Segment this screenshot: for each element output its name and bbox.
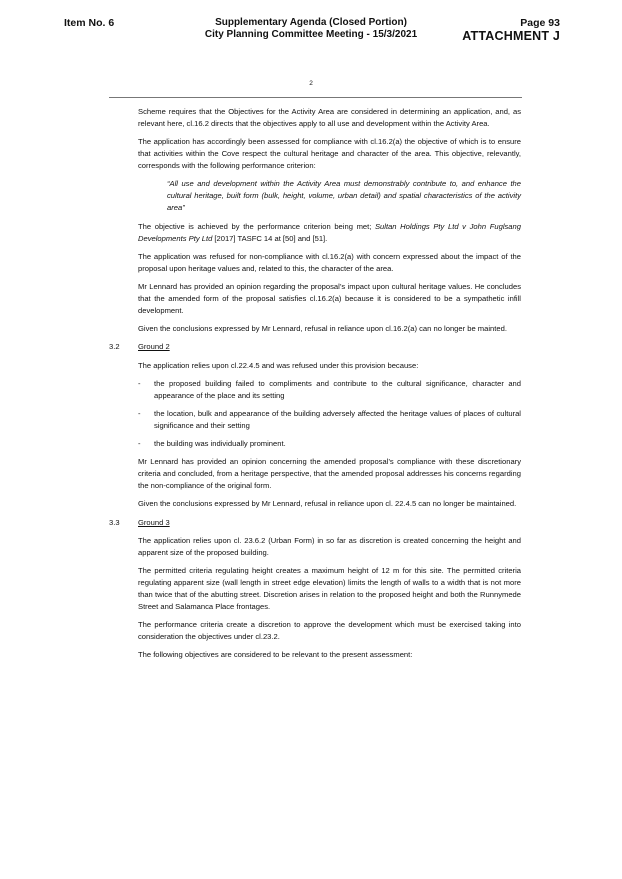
bullet-dash: - bbox=[138, 439, 141, 449]
section-title: Ground 3 bbox=[138, 517, 170, 527]
text: The objective is achieved by the performance criterion being met; bbox=[138, 221, 375, 231]
agenda-line-2: City Planning Committee Meeting - 15/3/2021 bbox=[204, 29, 418, 40]
paragraph-case-citation bbox=[138, 221, 521, 245]
paragraph: The application relies upon cl. 23.6.2 (Urban Form) in so far as discretion is created concerning the height and apparent size of the proposed building. bbox=[138, 535, 521, 557]
section-heading-ground-2 bbox=[109, 341, 521, 353]
paragraph: The permitted criteria regulating height creates a maximum height of 12 m for this site. The permitted criteria regulating apparent size (wall length in street edge elevation) limits the length of walls to a width that is not more than twice that of the abutting street. Discretion arises in relation to the proposed height and both the Runnymede Street and Salamanca Place frontages. bbox=[138, 566, 521, 611]
section-number: 3.2 bbox=[109, 342, 120, 352]
bullet-dash: - bbox=[138, 378, 141, 388]
paragraph: The performance criteria create a discretion to approve the development which must be exercised taking into consideration the objectives under cl.23.2. bbox=[138, 620, 521, 642]
case-name: Sultan Holdings Pty Ltd v John Fuglsang Developments Pty Ltd bbox=[138, 221, 521, 243]
paragraph: The following objectives are considered to be relevant to the present assessment: bbox=[138, 650, 413, 660]
header-rule bbox=[109, 97, 522, 98]
paragraph: Given the conclusions expressed by Mr Lennard, refusal in reliance upon cl. 22.4.5 can no longer be maintained. bbox=[138, 499, 517, 509]
section-number: 3.3 bbox=[109, 517, 120, 527]
text: [2017] TASFC 14 at [50] and [51]. bbox=[212, 233, 328, 243]
item-number: Item No. 6 bbox=[64, 17, 115, 29]
section-title: Ground 2 bbox=[138, 342, 170, 352]
paragraph: The application relies upon cl.22.4.5 and was refused under this provision because: bbox=[138, 360, 419, 370]
list-item-text: the location, bulk and appearance of the building adversely affected the heritage values of places of cultural significance and their setting bbox=[154, 408, 521, 430]
paragraph: Mr Lennard has provided an opinion regarding the proposal’s impact upon cultural heritage values. He concludes that the amended form of the proposal satisfies cl.16.2(a) because it is considered to be a sympathetic infill development. bbox=[138, 281, 521, 315]
section-heading-ground-3 bbox=[109, 517, 521, 529]
page-attachment bbox=[462, 17, 560, 43]
attachment-label: ATTACHMENT J bbox=[462, 29, 560, 43]
document-body bbox=[109, 106, 521, 668]
paragraph: Scheme requires that the Objectives for the Activity Area are considered in determining an application, and, as relevant here, cl.16.2 directs that the objectives apply to all use and development within the Activity Area. bbox=[138, 107, 521, 128]
page-label: Page 93 bbox=[520, 17, 560, 29]
list-item bbox=[138, 438, 521, 450]
paragraph: The application was refused for non-compliance with cl.16.2(a) with concern expressed about the impact of the proposal upon heritage values and, related to this, the character of the area. bbox=[138, 251, 521, 273]
list-item bbox=[138, 408, 521, 432]
list-item bbox=[138, 378, 521, 402]
bullet-dash: - bbox=[138, 408, 141, 418]
paragraph: Given the conclusions expressed by Mr Lennard, refusal in reliance upon cl.16.2(a) can no longer be mainted. bbox=[138, 324, 507, 334]
list-item-text: the proposed building failed to compliments and contribute to the cultural significance, character and appearance of the place and its setting bbox=[154, 378, 521, 400]
list-item-text: the building was individually prominent. bbox=[154, 439, 286, 449]
paragraph: The application has accordingly been assessed for compliance with cl.16.2(a) the objective of which is to ensure that activities within the Cove respect the cultural heritage and character of the area. This objective, relevantly, corresponds with the following performance criterion: bbox=[138, 137, 521, 171]
page-number: 2 bbox=[309, 80, 313, 87]
quoted-criterion: “All use and development within the Activity Area must demonstrably contribute to, and enhance the cultural heritage, built form (bulk, height, volume, urban detail) and spatial characteristics of the activity area” bbox=[167, 179, 521, 213]
paragraph: Mr Lennard has provided an opinion concerning the amended proposal’s compliance with these discretionary criteria and concluded, from a heritage perspective, that the amended proposal addresses his concerns regarding the non-compliance of the original form. bbox=[138, 457, 521, 491]
agenda-line-1: Supplementary Agenda (Closed Portion) bbox=[215, 17, 407, 28]
